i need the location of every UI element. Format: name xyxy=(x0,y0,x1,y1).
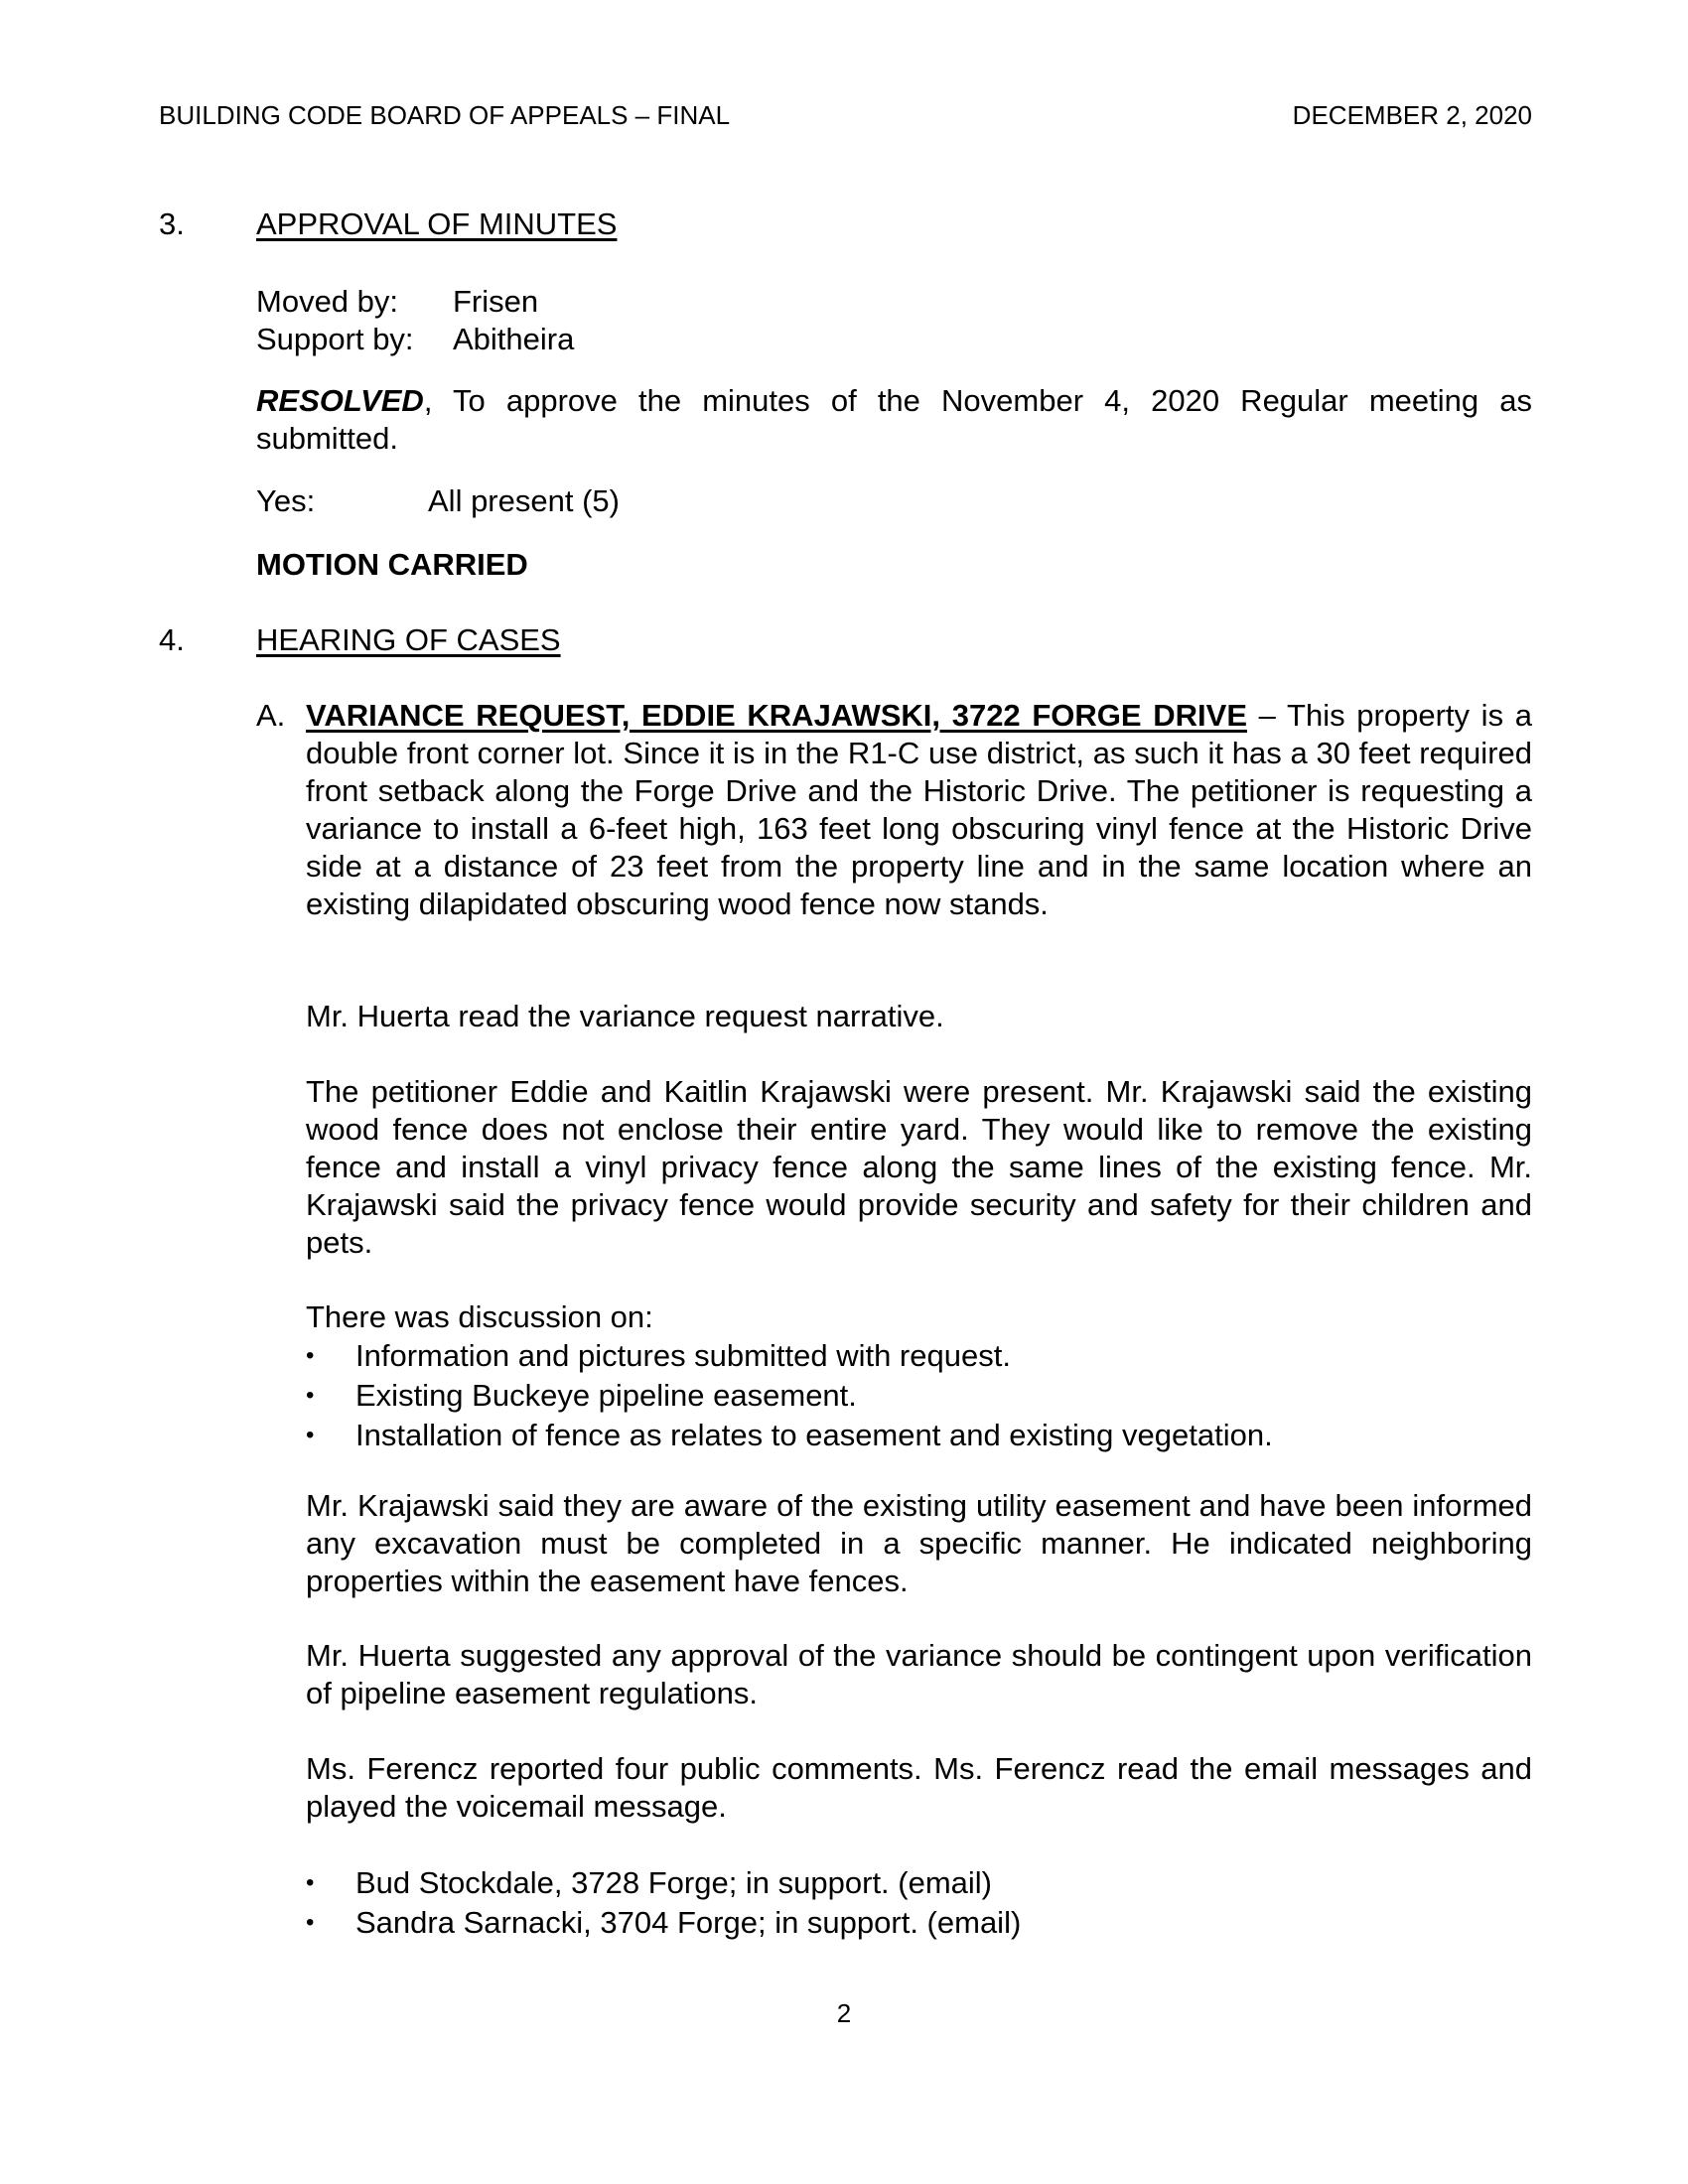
paragraph-easement-aware: Mr. Krajawski said they are aware of the existing utility easement and have been informed any excavation must be completed in a specific manner. He indicated neighboring properties within the easement have fences. xyxy=(306,1488,1532,1598)
resolution-text xyxy=(256,382,1532,458)
moved-by-row xyxy=(256,283,574,321)
case-title: VARIANCE REQUEST, EDDIE KRAJAWSKI, 3722 FORGE DRIVE xyxy=(306,698,1247,733)
list-item: • Information and pictures submitted with request. xyxy=(306,1336,1532,1376)
case-letter: A. xyxy=(256,698,286,733)
page-number: 2 xyxy=(836,1998,852,2028)
section-4-title: HEARING OF CASES xyxy=(256,622,561,657)
vote-yes-value: All present (5) xyxy=(428,483,620,518)
case-intro: – This property is a double front corner lot. Since it is in the R1-C use district, as such it has a 30 feet required front setback along the Forge Drive and the Historic Drive. The petitioner is requesting a variance to install a 6-feet high, 163 feet long obscuring vinyl fence at the Historic Drive side at a distance of 23 feet from the property line and in the same location where an existing dilapidated obscuring wood fence now stands. xyxy=(306,698,1532,921)
bullet-icon: • xyxy=(306,1909,315,1936)
support-by-row xyxy=(256,321,574,358)
header-date: DECEMBER 2, 2020 xyxy=(1292,100,1532,130)
section-3-number: 3. xyxy=(159,206,185,241)
moved-by-label: Moved by: xyxy=(256,284,399,319)
public-comments-list xyxy=(306,1863,1532,1943)
support-by-label: Support by: xyxy=(256,322,414,356)
paragraph-public-comments: Ms. Ferencz reported four public comments. Ms. Ferencz read the email messages and played the voicemail message. xyxy=(306,1751,1532,1824)
motion-movers xyxy=(256,283,574,358)
paragraph-huerta-read: Mr. Huerta read the variance request narrative. xyxy=(306,999,944,1033)
discussion-list xyxy=(306,1336,1532,1455)
vote-yes-label: Yes: xyxy=(256,483,316,518)
resolved-keyword: RESOLVED xyxy=(256,383,424,418)
support-by-value: Abitheira xyxy=(453,322,575,356)
discussion-intro: There was discussion on: xyxy=(306,1299,653,1334)
page-header xyxy=(159,99,1532,131)
bullet-icon: • xyxy=(306,1869,315,1896)
bullet-icon: • xyxy=(306,1422,315,1448)
list-item: • Bud Stockdale, 3728 Forge; in support. (email) xyxy=(306,1863,1532,1903)
resolved-body: , To approve the minutes of the November 4, 2020 Regular meeting as submitted. xyxy=(256,383,1532,456)
moved-by-value: Frisen xyxy=(453,284,539,319)
section-4-number: 4. xyxy=(159,622,185,657)
motion-result: MOTION CARRIED xyxy=(256,547,528,582)
list-item: • Existing Buckeye pipeline easement. xyxy=(306,1376,1532,1416)
paragraph-petitioner: The petitioner Eddie and Kaitlin Krajawski were present. Mr. Krajawski said the existing wood fence does not enclose their entire yard. They would like to remove the existing fence and install a vinyl privacy fence along the same lines of the existing fence. Mr. Krajawski said the privacy fence would provide security and safety for their children and pets. xyxy=(306,1074,1532,1260)
bullet-icon: • xyxy=(306,1382,315,1409)
vote-row xyxy=(256,482,620,520)
header-board-title: BUILDING CODE BOARD OF APPEALS – FINAL xyxy=(159,100,731,130)
case-description xyxy=(306,697,1532,923)
list-item: • Installation of fence as relates to easement and existing vegetation. xyxy=(306,1416,1532,1455)
bullet-icon: • xyxy=(306,1342,315,1369)
list-item: • Sandra Sarnacki, 3704 Forge; in support. (email) xyxy=(306,1903,1532,1943)
paragraph-huerta-suggested: Mr. Huerta suggested any approval of the variance should be contingent upon verification of pipeline easement regulations. xyxy=(306,1638,1532,1710)
section-3-title: APPROVAL OF MINUTES xyxy=(256,206,618,241)
